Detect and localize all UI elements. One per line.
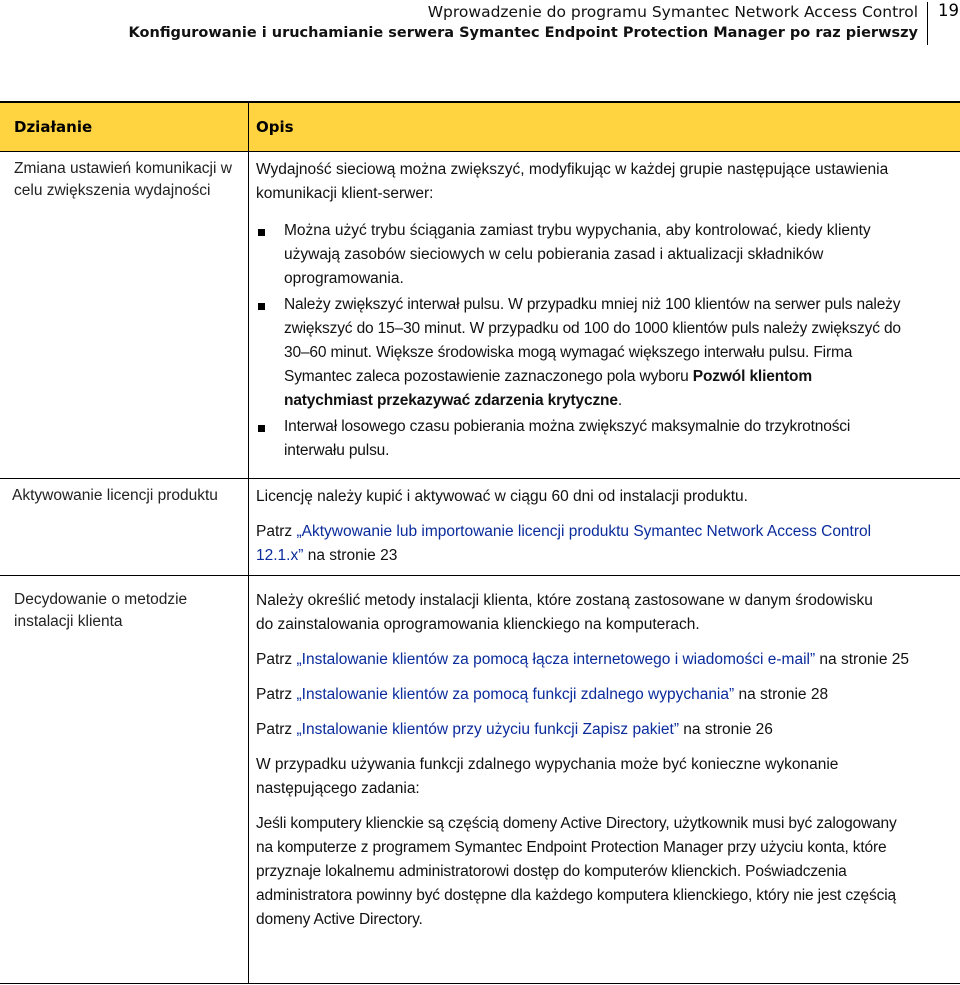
row3-text: Należy określić metody instalacji klienta, które zostaną zastosowane w danym środowisku do zainstalowania oprogramowania klienckiego na komputerach. [256,592,873,633]
row2-description [256,485,956,568]
row3-reference-remote-push: Patrz „Instalowanie klientów za pomocą funkcji zdalnego wypychania” na stronie 28 [256,686,829,703]
option-name: Pozwól klientom natychmiast przekazywać zdarzenia krytyczne [284,368,812,409]
section-title: Konfigurowanie i uruchamianie serwera Symantec Endpoint Protection Manager po raz pierwszy [128,25,918,41]
row1-bullet-list [256,219,901,463]
remote-push-install-link[interactable]: „Instalowanie klientów za pomocą funkcji zdalnego wypychania” [296,686,735,703]
column-divider [248,103,249,984]
row3-reference-web-email: Patrz „Instalowanie klientów za pomocą łącza internetowego i wiadomości e-mail” na stronie 25 [256,651,910,668]
bullet-icon [258,229,265,236]
actions-table [0,101,960,984]
column-header-action: Działanie [14,118,93,136]
row2-action: Aktywowanie licencji produktu [12,487,218,504]
bullet-icon [258,303,265,310]
row2-reference: Patrz „Aktywowanie lub importowanie licencji produktu Symantec Network Access Control 12.1.x” na stronie 23 [256,523,872,564]
list-item: Należy zwiększyć interwał pulsu. W przypadku mniej niż 100 klientów na serwer puls należy zwiększyć do 15–30 minut. W przypadku od 100 do 1000 klientów puls należy zwiększyć do 30–60 minut. Większe środowiska mogą wymagać większego interwału pulsu. Firma Symantec zaleca pozostawienie zaznaczonego pola wyboru Pozwól klientom natychmiast przekazywać zdarzenia krytyczne. [256,293,901,413]
web-email-install-link[interactable]: „Instalowanie klientów za pomocą łącza internetowego i wiadomości e-mail” [296,651,816,668]
list-item: Można użyć trybu ściągania zamiast trybu wypychania, aby kontrolować, kiedy klienty używają zasobów sieciowych w celu pobierania zasad i aktualizacji składników oprogramowania. [256,219,901,291]
row3-reference-save-package: Patrz „Instalowanie klientów przy użyciu funkcji Zapisz pakiet” na stronie 26 [256,721,773,738]
page-header [129,2,918,44]
row1-action: Zmiana ustawień komunikacji w celu zwiększenia wydajności [14,160,232,199]
chapter-title: Wprowadzenie do programu Symantec Network Access Control [427,3,918,21]
page-number: 19 [938,1,959,20]
row3-description [256,589,956,932]
row2-text: Licencję należy kupić i aktywować w ciągu 60 dni od instalacji produktu. [256,488,748,505]
row-divider [0,575,960,576]
column-header-description: Opis [256,118,294,136]
bullet-icon [258,425,265,432]
row1-description [256,158,956,463]
save-package-install-link[interactable]: „Instalowanie klientów przy użyciu funkcji Zapisz pakiet” [296,721,679,738]
row3-remote-push-note: W przypadku używania funkcji zdalnego wypychania może być konieczne wykonanie następującego zadania: [256,756,839,797]
table-header-row [0,103,960,152]
license-activation-link[interactable]: „Aktywowanie lub importowanie licencji produktu Symantec Network Access Control 12.1.x” [256,523,872,564]
row3-action: Decydowanie o metodzie instalacji klienta [14,591,188,630]
row-divider [0,478,960,479]
list-item: Interwał losowego czasu pobierania można zwiększyć maksymalnie do trzykrotności interwału pulsu. [256,415,901,463]
row3-active-directory-note: Jeśli komputery klienckie są częścią domeny Active Directory, użytkownik musi być zalogowany na komputerze z programem Symantec Endpoint Protection Manager przy użyciu konta, które przyznaje lokalnemu administratorowi dostęp do komputerów klienckich. Poświadczenia administratora powinny być dostępne dla każdego komputera klienckiego, który nie jest częścią domeny Active Directory. [256,815,897,928]
row1-intro: Wydajność sieciową można zwiększyć, modyfikując w każdej grupie następujące ustawienia komunikacji klient-serwer: [256,161,889,202]
header-divider [927,2,928,45]
